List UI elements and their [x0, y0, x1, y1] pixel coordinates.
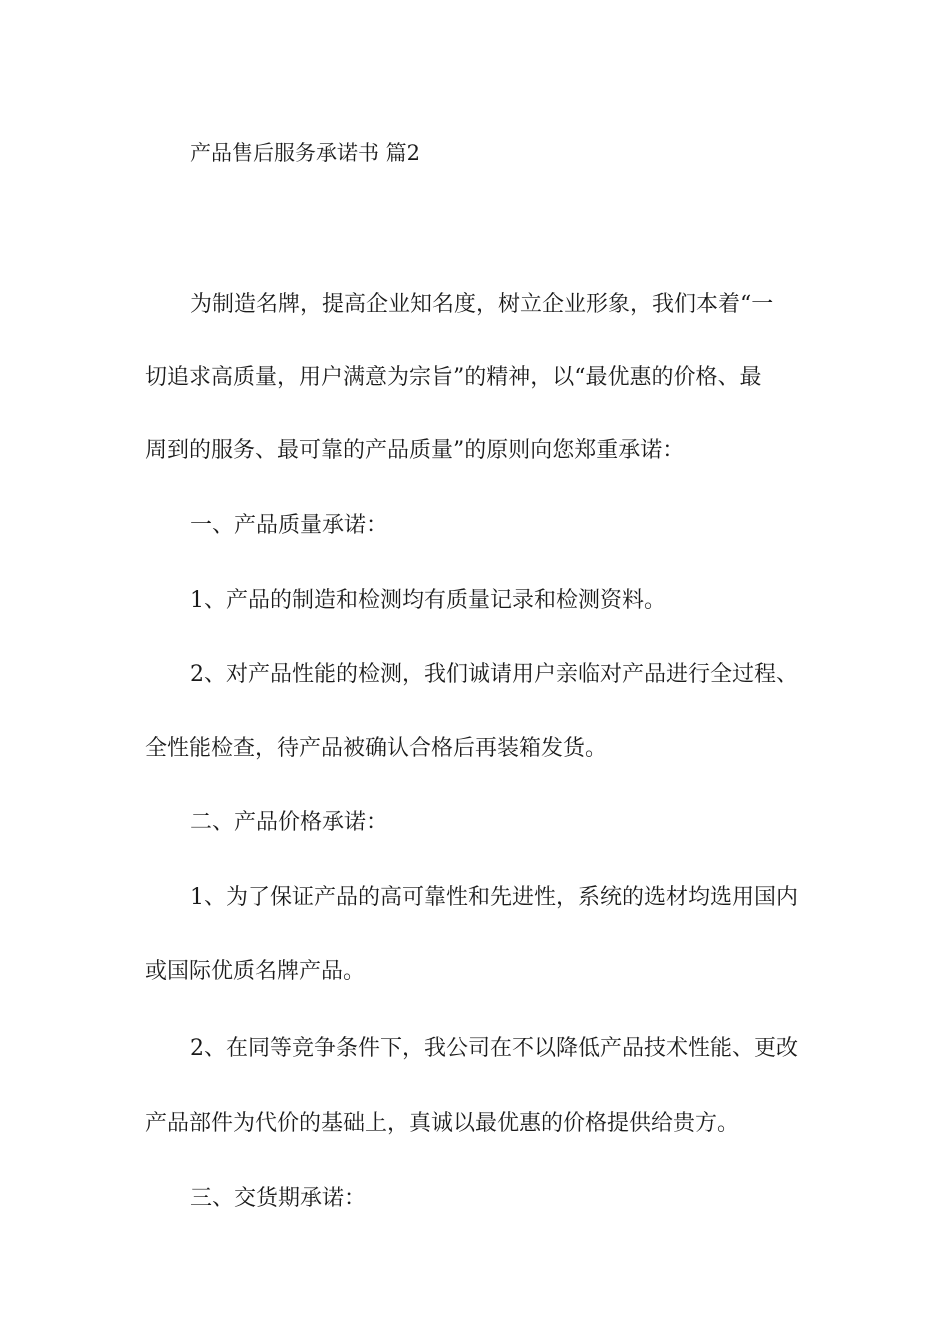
list-item-continuation: 或国际优质名牌产品。: [145, 959, 366, 984]
paragraph-line: 周到的服务、最可靠的产品质量”的原则向您郑重承诺：: [145, 438, 685, 463]
section-heading: 三、交货期承诺：: [190, 1186, 367, 1211]
list-item-continuation: 全性能检查，待产品被确认合格后再装箱发货。: [145, 736, 608, 761]
list-item: 1、为了保证产品的高可靠性和先进性，系统的选材均选用国内: [190, 885, 798, 910]
document-title: 产品售后服务承诺书 篇2: [190, 141, 421, 165]
paragraph-line: 为制造名牌，提高企业知名度，树立企业形象，我们本着“一: [190, 292, 774, 317]
paragraph-line: 切追求高质量，用户满意为宗旨”的精神，以“最优惠的价格、最: [145, 365, 762, 390]
list-item: 1、产品的制造和检测均有质量记录和检测资料。: [190, 588, 666, 613]
section-heading: 二、产品价格承诺：: [190, 810, 389, 835]
list-item-continuation: 产品部件为代价的基础上，真诚以最优惠的价格提供给贵方。: [145, 1111, 740, 1136]
section-heading: 一、产品质量承诺：: [190, 513, 389, 538]
list-item: 2、在同等竞争条件下，我公司在不以降低产品技术性能、更改: [190, 1036, 798, 1061]
list-item: 2、对产品性能的检测，我们诚请用户亲临对产品进行全过程、: [190, 662, 798, 687]
